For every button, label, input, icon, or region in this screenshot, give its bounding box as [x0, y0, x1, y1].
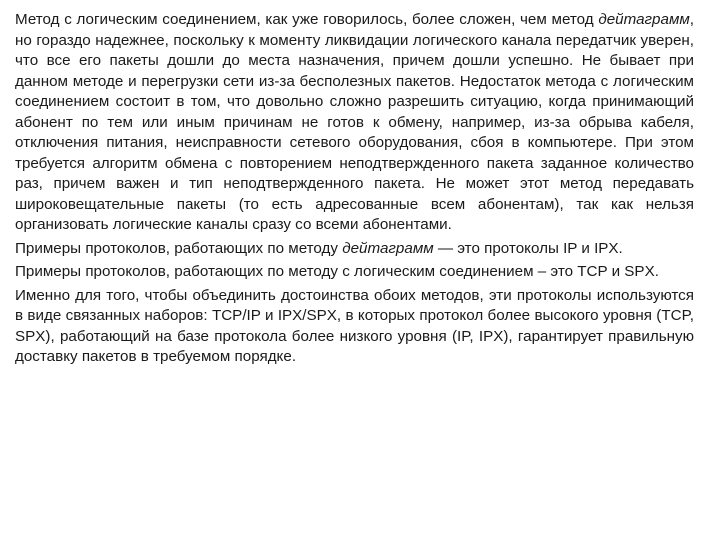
paragraph-connection-examples: [15, 262, 694, 283]
text-run: Метод с логическим соединением, как уже говорилось, более сложен, чем метод: [15, 11, 599, 28]
text-run: Примеры протоколов, работающих по методу с логическим соединением – это TCP и SPX.: [15, 263, 659, 280]
term-datagrams: дейтаграмм: [342, 239, 434, 257]
term-datagrams: дейтаграмм: [598, 11, 690, 28]
text-run: — это протоколы IP и IPX.: [433, 239, 623, 257]
text-run: Именно для того, чтобы объединить достоинства обоих методов, эти протоколы используются в виде связанных наборов: TCP/IP и IPX/SPX, в которых протокол более высокого уровня (TCP, SPX), работающий на базе протокола более низкого уровня (IP, IPX), гарантирует правильную доставку пакетов в требуемом порядке.: [15, 286, 694, 365]
paragraph-logical-connection: [15, 10, 694, 236]
text-run: Примеры протоколов, работающих по методу: [15, 239, 343, 257]
document-body: [15, 10, 694, 368]
paragraph-protocol-suites: [15, 286, 694, 368]
paragraph-datagram-examples: [15, 239, 694, 260]
text-run: , но гораздо надежнее, поскольку к моменту ликвидации логического канала передатчик уверен, что все его пакеты дошли до места назначения, причем дошли успешно. Не бывает при данном методе и перегрузки сети из-за бесполезных пакетов. Недостаток метода с логическим соединением состоит в том, что довольно сложно разрешить ситуацию, когда принимающий абонент по тем или иным причинам не готов к обмену, например, из-за обрыва кабеля, отключения питания, неисправности сетевого оборудования, сбоя в компьютере. При этом требуется алгоритм обмена с повторением неподтвержденного пакета заданное количество раз, причем важен и тип неподтвержденного пакета. Не может этот метод передавать широковещательные пакеты (то есть адресованные всем абонентам), так как нельзя организовать логические каналы сразу со всеми абонентами.: [15, 11, 694, 233]
